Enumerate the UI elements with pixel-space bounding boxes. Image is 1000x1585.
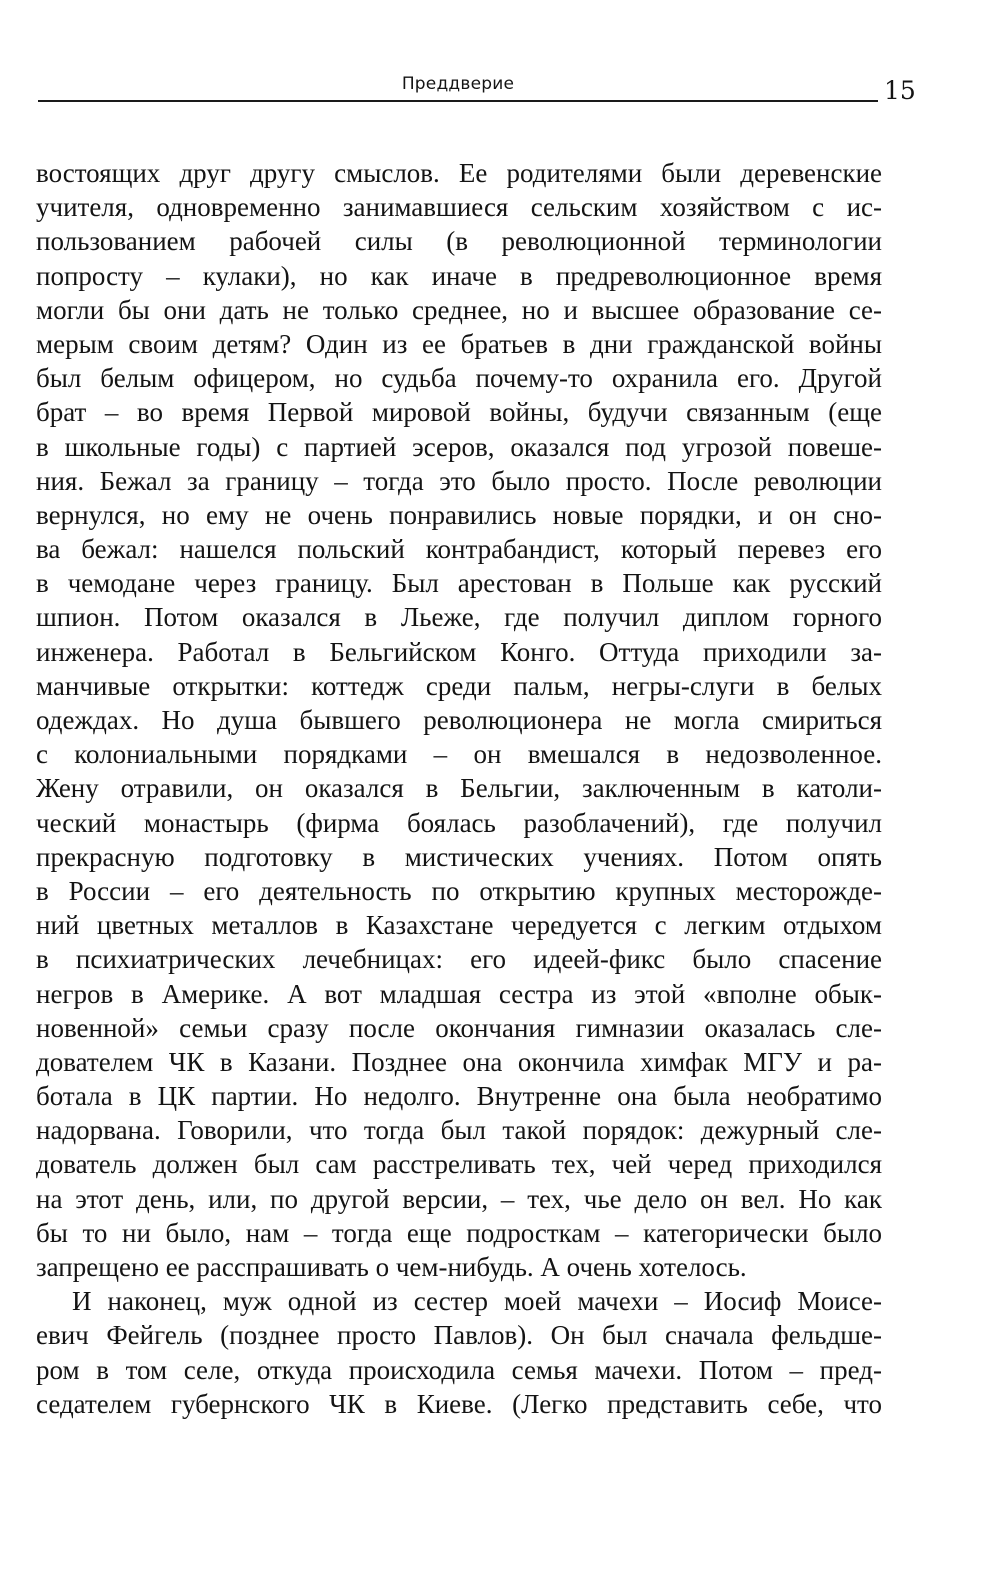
text-line: на этот день, или, по другой версии, – тех, чье дело он вел. Но как: [36, 1183, 882, 1214]
text-line: ний цветных металлов в Казахстане чередуется с легким отдыхом: [36, 910, 882, 941]
text-line: в чемодане через границу. Был арестован в Польше как русский: [36, 568, 882, 599]
text-line: ния. Бежал за границу – тогда это было просто. После революции: [36, 465, 882, 496]
text-line: ва бежал: нашелся польский контрабандист, который перевез его: [36, 534, 882, 565]
text-line: одеждах. Но душа бывшего революционера не могла смириться: [36, 705, 882, 735]
text-line: негров в Америке. А вот младшая сестра из этой «вполне обык-: [36, 978, 882, 1009]
running-title: Преддверие: [401, 74, 515, 94]
text-line: в психиатрических лечебницах: его идеей-фикс было спасение: [36, 944, 882, 975]
text-line: учителя, одновременно занимавшиеся сельским хозяйством с ис-: [36, 192, 882, 223]
text-line: ботала в ЦК партии. Но недолго. Внутренне она была необратимо: [36, 1081, 882, 1112]
text-line: шпион. Потом оказался в Льеже, где получил диплом горного: [36, 602, 882, 633]
text-line: мерым своим детям? Один из ее братьев в дни гражданской войны: [36, 328, 882, 359]
text-line: дователь должен был сам расстреливать тех, чей черед приходился: [36, 1149, 882, 1180]
text-line: могли бы они дать не только среднее, но и высшее образование се-: [36, 294, 882, 325]
text-line: ром в том селе, откуда происходила семья мачехи. Потом – пред-: [36, 1354, 882, 1385]
text-line: евич Фейгель (позднее просто Павлов). Он был сначала фельдше-: [36, 1320, 882, 1351]
text-body: [36, 156, 882, 1421]
text-line: с колониальными порядками – он вмешался в недозволенное.: [36, 739, 882, 770]
page-number: 15: [884, 76, 916, 105]
paragraph-last-line: запрещено ее расспрашивать о чем-нибудь. А очень хотелось.: [36, 1252, 747, 1282]
text-line: ческий монастырь (фирма боялась разоблачений), где получил: [36, 807, 882, 838]
text-line: был белым офицером, но судьба почему-то охранила его. Другой: [36, 363, 882, 394]
text-line: пользованием рабочей силы (в революционной терминологии: [36, 226, 882, 257]
text-line: в России – его деятельность по открытию крупных месторожде-: [36, 875, 882, 906]
paragraph-first-line: И наконец, муж одной из сестер моей мачехи – Иосиф Моисе-: [72, 1286, 882, 1317]
text-line: вернулся, но ему не очень понравились новые порядки, и он сно-: [36, 499, 882, 530]
text-line: бы то ни было, нам – тогда еще подросткам – категорически было: [36, 1217, 882, 1248]
running-head: [38, 72, 878, 102]
text-line: Жену отравили, он оказался в Бельгии, заключенным в католи-: [36, 773, 882, 804]
text-line: прекрасную подготовку в мистических учениях. Потом опять: [36, 841, 882, 872]
text-line: в школьные годы) с партией эсеров, оказался под угрозой повеше-: [36, 431, 882, 462]
text-line: попросту – кулаки), но как иначе в предреволюционное время: [36, 260, 882, 291]
text-line: инженера. Работал в Бельгийском Конго. Оттуда приходили за-: [36, 636, 882, 667]
text-line: манчивые открытки: коттедж среди пальм, негры-слуги в белых: [36, 670, 882, 701]
text-line: востоящих друг другу смыслов. Ее родителями были деревенские: [36, 158, 882, 188]
text-line: новенной» семьи сразу после окончания гимназии оказалась сле-: [36, 1012, 882, 1043]
text-line: седателем губернского ЧК в Киеве. (Легко представить себе, что: [36, 1388, 882, 1419]
text-line: дователем ЧК в Казани. Позднее она окончила химфак МГУ и ра-: [36, 1046, 882, 1077]
text-line: брат – во время Первой мировой войны, будучи связанным (еще: [36, 397, 882, 428]
text-line: надорвана. Говорили, что тогда был такой порядок: дежурный сле-: [36, 1115, 882, 1146]
